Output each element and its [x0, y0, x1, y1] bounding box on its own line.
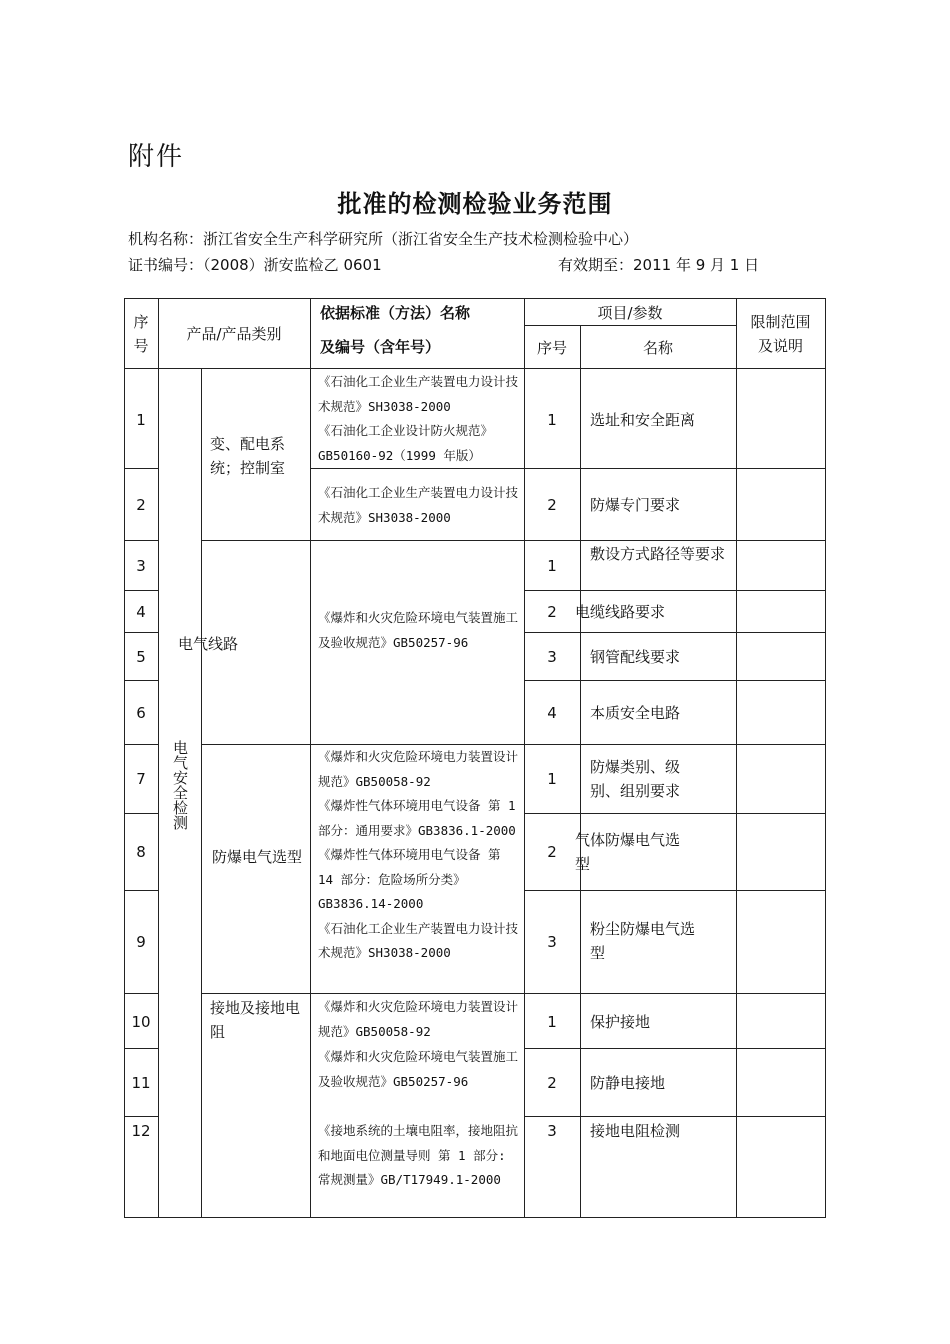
standard-text: 《爆炸和火灾危险环境电力装置设计规范》GB50058-92: [318, 999, 519, 1039]
header-standard: 依据标准（方法）名称: [320, 304, 471, 322]
row-seq: 5: [136, 648, 146, 666]
item-seq: 2: [547, 496, 557, 514]
row-seq: 6: [136, 704, 146, 722]
category-label: [168, 740, 192, 837]
item-seq: 4: [547, 704, 557, 722]
item-name: 防静电接地: [590, 1074, 666, 1092]
row-seq: 8: [136, 843, 146, 861]
standard-text: 《接地系统的土壤电阻率，接地阻抗和地面电位测量导则 第 1 部分:常规测量》GB/T17949.1-2000: [318, 1123, 519, 1187]
group-name: 防爆电气选型: [212, 848, 303, 866]
header-items: 项目/参数: [597, 304, 663, 322]
row-seq: 4: [136, 603, 146, 621]
header-seq: 序 号: [133, 313, 149, 355]
row-seq: 12: [131, 1122, 151, 1140]
item-name: 粉尘防爆电气选型: [590, 920, 696, 962]
item-name: 本质安全电路: [590, 704, 681, 722]
item-name: 钢管配线要求: [590, 648, 681, 666]
item-seq: 2: [547, 843, 557, 861]
standard-text: 《爆炸和火灾危险环境电气装置施工及验收规范》GB50257-96: [318, 1049, 519, 1089]
header-item-name: 名称: [642, 339, 673, 357]
row-seq: 11: [131, 1074, 151, 1092]
item-seq: 2: [547, 603, 557, 621]
category-text: 电气安全检测: [171, 740, 189, 830]
header-standard-2: 及编号（含年号）: [320, 338, 441, 356]
item-seq: 3: [547, 1122, 557, 1140]
item-name: 防爆专门要求: [590, 496, 681, 514]
header-limit: 限制范围 及说明: [750, 313, 811, 355]
page-title: 批准的检测检验业务范围: [337, 190, 613, 218]
header-item-seq: 序号: [536, 339, 567, 357]
group-name: 电气线路: [178, 635, 239, 653]
item-seq: 1: [547, 411, 557, 429]
item-name: 气体防爆电气选型: [575, 831, 681, 873]
certificate-number: 证书编号：（2008）浙安监检乙 0601: [128, 256, 382, 274]
item-name: 保护接地: [590, 1013, 651, 1031]
group-name: 变、配电系统；控制室: [210, 435, 286, 477]
validity-date: 有效期至：2011 年 9 月 1 日: [558, 256, 760, 274]
item-name: 防爆类别、级别、组别要求: [590, 758, 681, 800]
item-name: 敷设方式路径等要求: [590, 545, 726, 563]
standard-text: 《爆炸和火灾危险环境电力装置设计规范》GB50058-92 《爆炸性气体环境用电气设备 第 1 部分：通用要求》GB3836.1-2000 《爆炸性气体环境用电气设备 第 14 部分：危险场所分类》GB3836.14-2000 《石油化工企业生产装置电力设计技术规范》SH3038-2000: [318, 749, 519, 960]
institution-name: 机构名称：浙江省安全生产科学研究所（浙江省安全生产技术检测检验中心）: [128, 230, 639, 248]
header-product: 产品/产品类别: [186, 325, 282, 343]
item-name: 选址和安全距离: [590, 411, 696, 429]
attachment-label: 附件: [128, 142, 185, 172]
item-seq: 2: [547, 1074, 557, 1092]
item-name: 电缆线路要求: [575, 603, 666, 621]
row-seq: 1: [136, 411, 146, 429]
standard-text: 《石油化工企业生产装置电力设计技术规范》SH3038-2000 《石油化工企业设计防火规范》GB50160-92（1999 年版）: [318, 374, 519, 463]
item-seq: 3: [547, 933, 557, 951]
item-name: 接地电阻检测: [590, 1122, 681, 1140]
standard-text: 《石油化工企业生产装置电力设计技术规范》SH3038-2000: [318, 485, 519, 525]
item-seq: 1: [547, 770, 557, 788]
item-seq: 1: [547, 557, 557, 575]
row-seq: 2: [136, 496, 146, 514]
standard-text: 《爆炸和火灾危险环境电气装置施工及验收规范》GB50257-96: [318, 610, 519, 650]
row-seq: 3: [136, 557, 146, 575]
row-seq: 7: [136, 770, 146, 788]
row-seq: 10: [131, 1013, 151, 1031]
group-name: 接地及接地电阻: [210, 999, 301, 1041]
row-seq: 9: [136, 933, 146, 951]
item-seq: 1: [547, 1013, 557, 1031]
item-seq: 3: [547, 648, 557, 666]
